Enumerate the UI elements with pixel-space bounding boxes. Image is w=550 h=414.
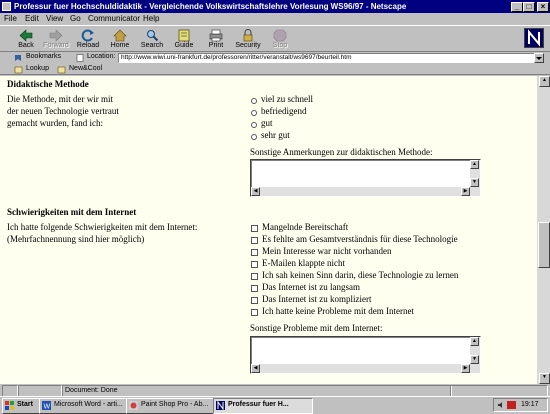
didactic-question-line: Die Methode, mit der wir mit (7, 94, 113, 104)
scroll-left-icon[interactable]: ◀ (251, 364, 260, 373)
menu-edit[interactable]: Edit (25, 14, 39, 23)
radio-option[interactable] (251, 98, 257, 104)
status-bar (0, 384, 550, 396)
textarea-horizontal-scrollbar[interactable] (251, 187, 470, 196)
system-tray (493, 398, 548, 412)
checkbox-label: E-Mailen klappte nicht (262, 258, 345, 268)
security-button[interactable]: Security (233, 28, 263, 52)
checkbox-label: Ich sah keinen Sinn darin, diese Technologie zu lernen (262, 270, 459, 280)
didactic-comment-textarea[interactable] (250, 159, 481, 197)
scroll-down-icon[interactable]: ▼ (470, 178, 479, 187)
radio-option[interactable] (251, 134, 257, 140)
chevron-down-icon (535, 54, 543, 62)
radio-option-label: sehr gut (261, 130, 290, 140)
scroll-up-icon[interactable]: ▲ (539, 76, 550, 87)
internet-question-line: (Mehrfachnennung sind hier möglich) (7, 234, 145, 244)
security-lock-icon (241, 29, 255, 42)
search-icon (145, 29, 159, 42)
didactic-question-line: gemacht wurden, fand ich: (7, 118, 103, 128)
clock[interactable]: 19:17 (521, 401, 539, 408)
title-bar (0, 0, 550, 13)
location-url-input[interactable]: http://www.wiwi.uni-frankfurt.de/professoren/ritter/veranstalt/ws9697/beurteil.htm (118, 53, 539, 63)
minimize-button[interactable]: _ (511, 2, 523, 12)
location-page-icon[interactable] (76, 54, 85, 62)
radio-option-label: befriedigend (261, 106, 307, 116)
window-title: Professur fuer Hochschuldidaktik - Vergleichende Volkswirtschaftslehre Vorlesung WS96/97 - Netscape (14, 2, 407, 11)
print-icon (209, 29, 223, 42)
didactic-heading: Didaktische Methode (7, 79, 89, 89)
bookmarks-icon[interactable] (14, 54, 24, 62)
checkbox[interactable] (251, 249, 258, 256)
internet-comment-textarea[interactable] (250, 336, 481, 374)
lookup-link[interactable]: Lookup (26, 65, 49, 72)
checkbox-label: Ich hatte keine Probleme mit dem Internet (262, 306, 414, 316)
scroll-down-icon[interactable]: ▼ (470, 355, 479, 364)
location-label: Location: (87, 53, 116, 60)
netscape-n-icon (525, 29, 543, 47)
navigation-toolbar (0, 25, 550, 52)
menu-help[interactable]: Help (143, 14, 160, 23)
print-button[interactable]: Print (201, 28, 231, 52)
checkbox-label: Es fehlte am Gesamtverständnis für diese Technologie (262, 234, 458, 244)
menu-go[interactable]: Go (70, 14, 81, 23)
svg-text:W: W (43, 403, 51, 410)
netscape-window-icon[interactable] (2, 2, 11, 11)
netscape-logo[interactable] (524, 28, 544, 48)
forward-button[interactable]: Forward (41, 28, 71, 52)
netscape-icon (216, 401, 225, 410)
taskbar-item-label: Professur fuer H... (228, 401, 289, 408)
search-button[interactable]: Search (137, 28, 167, 52)
didactic-question-line: der neuen Technologie vertraut (7, 106, 119, 116)
checkbox[interactable] (251, 225, 258, 232)
word-icon (42, 401, 51, 410)
checkbox-label: Mein Interesse war nicht vorhanden (262, 246, 392, 256)
taskbar (0, 396, 550, 412)
checkbox[interactable] (251, 237, 258, 244)
scrollbar-thumb[interactable] (538, 222, 550, 268)
scroll-right-icon[interactable]: ▶ (461, 187, 470, 196)
stop-button[interactable]: Stop (265, 28, 295, 52)
lookup-bookmark-icon (14, 66, 23, 74)
internet-heading: Schwierigkeiten mit dem Internet (7, 207, 137, 217)
scroll-down-icon[interactable]: ▼ (539, 373, 550, 384)
reload-icon (81, 29, 95, 42)
reload-button[interactable]: Reload (73, 28, 103, 52)
checkbox[interactable] (251, 261, 258, 268)
radio-option[interactable] (251, 110, 257, 116)
menu-bar (0, 13, 550, 25)
menu-communicator[interactable]: Communicator (88, 14, 141, 23)
page-content (0, 76, 537, 384)
personal-toolbar (0, 64, 550, 75)
textarea-vertical-scrollbar[interactable] (470, 160, 480, 196)
radio-option-label: gut (261, 118, 273, 128)
menu-file[interactable]: File (4, 14, 17, 23)
home-icon (113, 29, 127, 42)
checkbox-label: Das Internet ist zu kompliziert (262, 294, 372, 304)
radio-option[interactable] (251, 122, 257, 128)
tray-app-icon[interactable] (507, 401, 516, 409)
url-history-dropdown[interactable] (534, 53, 544, 63)
textarea-vertical-scrollbar[interactable] (470, 337, 480, 373)
newcool-bookmark-icon (57, 66, 66, 74)
didactic-comment-label: Sonstige Anmerkungen zur didaktischen Methode: (250, 147, 433, 157)
checkbox-label: Mangelnde Bereitschaft (262, 222, 349, 232)
scroll-right-icon[interactable]: ▶ (461, 364, 470, 373)
guide-button[interactable]: Guide (169, 28, 199, 52)
paint-shop-icon (129, 401, 138, 410)
back-button[interactable]: Back (11, 28, 41, 52)
maximize-button[interactable]: □ (523, 2, 535, 12)
windows-logo-icon (5, 401, 14, 410)
taskbar-item-label: Paint Shop Pro - Ab... (141, 401, 209, 408)
newcool-link[interactable]: New&Cool (69, 65, 103, 72)
bookmarks-button[interactable]: Bookmarks (26, 53, 62, 60)
forward-arrow-icon (49, 29, 63, 42)
guide-icon (177, 29, 191, 42)
close-button[interactable]: × (537, 2, 549, 12)
radio-option-label: viel zu schnell (261, 94, 313, 104)
page-vertical-scrollbar[interactable] (537, 76, 550, 384)
internet-question-line: Ich hatte folgende Schwierigkeiten mit dem Internet: (7, 222, 198, 232)
stop-icon (273, 29, 287, 42)
menu-view[interactable]: View (46, 14, 64, 23)
checkbox[interactable] (251, 273, 258, 280)
status-text: Document: Done (62, 385, 452, 397)
textarea-horizontal-scrollbar[interactable] (251, 364, 470, 373)
checkbox[interactable] (251, 309, 258, 316)
scroll-up-icon[interactable]: ▲ (470, 337, 479, 346)
checkbox-label: Das Internet ist zu langsam (262, 282, 360, 292)
tray-speaker-icon[interactable] (497, 401, 505, 409)
scroll-left-icon[interactable]: ◀ (251, 187, 260, 196)
taskbar-item-label: Microsoft Word - arti... (54, 401, 123, 408)
checkbox[interactable] (251, 285, 258, 292)
back-arrow-icon (19, 29, 33, 42)
home-button[interactable]: Home (105, 28, 135, 52)
scroll-up-icon[interactable]: ▲ (470, 160, 479, 169)
start-label: Start (17, 401, 33, 408)
internet-comment-label: Sonstige Probleme mit dem Internet: (250, 323, 383, 333)
checkbox[interactable] (251, 297, 258, 304)
